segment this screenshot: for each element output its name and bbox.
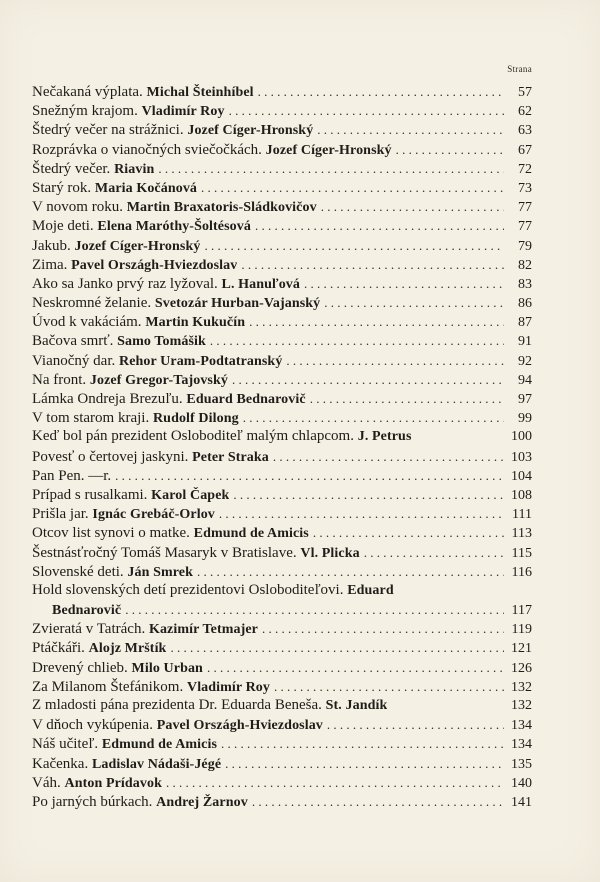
toc-entry-author: Ladislav Nádaši-Jégé	[91, 756, 222, 772]
toc-entry	[32, 120, 532, 139]
toc-entry	[32, 696, 532, 715]
toc-entry-author: St. Jandík	[325, 698, 388, 713]
toc-entry-text	[32, 659, 203, 678]
dot-leader	[215, 504, 504, 523]
toc-entry-page-number: 126	[511, 660, 532, 676]
toc-entry-author: Andrej Žarnov	[156, 794, 248, 810]
toc-entry-title: Šestnásťročný Tomáš Masaryk v Bratislave.	[32, 544, 297, 561]
toc-entry-text	[32, 352, 282, 371]
toc-entry	[32, 504, 532, 523]
toc-entry-text	[32, 217, 251, 236]
toc-entry	[32, 312, 532, 331]
toc-entry-page-number: 119	[511, 622, 532, 638]
dot-leader	[162, 773, 504, 792]
toc-entry	[32, 351, 532, 370]
toc-entry-author: Riavin	[114, 161, 155, 177]
dot-leader	[392, 140, 504, 159]
toc-entry-page-number: 100	[511, 429, 532, 445]
toc-entry-page-number: 79	[518, 238, 532, 254]
toc-entry-page-number: 117	[511, 603, 532, 619]
toc-entry-author: Jozef Gregor-Tajovský	[89, 372, 228, 388]
toc-entry-text	[32, 237, 200, 256]
toc-entry-page-number: 94	[518, 372, 532, 388]
toc-entry-text	[32, 256, 237, 275]
toc-entry-page-number: 72	[518, 161, 532, 177]
toc-entry-title: Drevený chlieb.	[32, 659, 128, 676]
toc-entry-title: Kačenka.	[32, 755, 89, 772]
toc-entry-page-number: 73	[518, 180, 532, 196]
toc-entry-page-number: 92	[518, 353, 532, 369]
toc-entry-text	[32, 179, 197, 198]
toc-entry-title: Rozprávka o vianočných sviečočkách.	[32, 141, 262, 158]
dot-leader	[270, 677, 504, 696]
dot-leader	[282, 351, 504, 370]
toc-entry-title: Z mladosti pána prezidenta Dr. Eduarda Beneša.	[32, 697, 322, 713]
toc-entry	[32, 638, 532, 657]
toc-entry-text	[32, 313, 245, 332]
dot-leader	[154, 159, 504, 178]
toc-entry-page-number: 82	[518, 257, 532, 273]
toc-entry-author: Michal Šteinhíbel	[146, 85, 254, 100]
toc-entry-title: Prípad s rusalkami.	[32, 486, 148, 503]
toc-entry	[32, 658, 532, 677]
dot-leader	[317, 197, 504, 216]
toc-entry-author: Vladimír Roy	[186, 679, 270, 695]
toc-entry	[32, 274, 532, 293]
toc-entry-title: Štedrý večer.	[32, 160, 111, 177]
toc-entry-title: Zima.	[32, 256, 68, 273]
toc-entry-text	[32, 505, 215, 524]
toc-entry	[32, 485, 532, 504]
toc-entry-text	[32, 83, 254, 102]
toc-entry-author: Pavel Országh-Hviezdoslav	[156, 718, 323, 734]
toc-entry-author: Elena Maróthy-Šoltésová	[97, 219, 251, 235]
toc-entry-page-number: 97	[518, 392, 532, 407]
toc-entry-author: Peter Straka	[192, 449, 269, 465]
toc-entry-text	[32, 409, 239, 428]
toc-entry-page-number: 57	[518, 85, 532, 100]
toc-entry	[32, 447, 532, 466]
toc-entry-title: Starý rok.	[32, 179, 92, 196]
toc-entry-text	[32, 601, 121, 620]
toc-entry	[32, 255, 532, 274]
toc-entry-author: Eduard Bednarovič	[186, 392, 306, 407]
toc-entry-author: J. Petrus	[357, 429, 412, 445]
toc-entry-title: Snežným krajom.	[32, 103, 138, 120]
toc-entry-title: Moje deti.	[32, 218, 94, 235]
toc-entry	[32, 82, 532, 101]
toc-entry-page-number: 135	[511, 756, 532, 772]
toc-entry-title: Náš učiteľ.	[32, 736, 99, 753]
toc-entry-page-number: 67	[518, 142, 532, 158]
toc-entry-title: Lámka Ondreja Brezuľu.	[32, 391, 183, 407]
dot-leader	[229, 485, 504, 504]
dot-leader	[323, 715, 504, 734]
toc-entry-title: V tom starom kraji.	[32, 410, 150, 427]
toc-entry-text	[32, 102, 225, 121]
page-column-label: Strana	[507, 64, 532, 74]
dot-leader	[217, 734, 504, 753]
dot-leader	[248, 792, 504, 811]
toc-entry-title: Neskromné želanie.	[32, 295, 152, 312]
toc-entry-author: Ignác Grebáč-Orlov	[92, 507, 215, 523]
toc-entry-title: Úvod k vakáciám.	[32, 314, 142, 331]
toc-entry-page-number: 132	[511, 698, 532, 713]
toc-entry	[32, 523, 532, 542]
toc-entry-title: Ako sa Janko prvý raz lyžoval.	[32, 275, 218, 292]
toc-entry-page-number: 62	[518, 104, 532, 120]
toc-entry	[32, 715, 532, 734]
toc-entry-author: Anton Prídavok	[64, 775, 162, 791]
toc-entry-text	[32, 755, 221, 774]
toc-entry-text	[32, 716, 323, 735]
toc-entry	[32, 178, 532, 197]
toc-entry-text	[32, 524, 309, 543]
toc-entry	[32, 389, 532, 408]
toc-entry-author: Martin Braxatoris-Sládkovičov	[126, 200, 317, 216]
toc-entry-text	[32, 486, 229, 505]
toc-entry-author: Martin Kukučín	[145, 315, 246, 331]
toc-entry	[32, 408, 532, 427]
toc-entry-author: Edmund de Amicis	[101, 737, 218, 753]
toc-entry-page-number: 113	[511, 526, 532, 542]
toc-entry-author: Alojz Mrštík	[88, 641, 167, 657]
toc-entry	[32, 101, 532, 120]
toc-entry-author: Rehor Uram-Podtatranský	[119, 353, 283, 369]
toc-entry-author: Jozef Cíger-Hronský	[187, 123, 314, 139]
toc-entry-text	[32, 448, 269, 467]
dot-leader	[313, 120, 504, 139]
toc-entry	[32, 581, 532, 600]
toc-entry-page-number: 77	[518, 219, 532, 235]
dot-leader	[193, 562, 504, 581]
toc-entry-author: Jozef Cíger-Hronský	[265, 142, 392, 158]
dot-leader	[228, 370, 504, 389]
dot-leader	[309, 523, 504, 542]
toc-entry-title: Štedrý večer na strážnici.	[32, 122, 184, 139]
dot-leader	[111, 466, 504, 485]
toc-entry	[32, 677, 532, 696]
toc-entry-title: Zvieratá v Tatrách.	[32, 621, 146, 638]
toc-entry-author: Rudolf Dilong	[152, 411, 239, 427]
dot-leader	[206, 331, 504, 350]
toc-entry-text	[32, 467, 111, 486]
toc-entry-page-number: 116	[511, 564, 532, 580]
toc-entry-author: Bednarovič	[52, 603, 122, 619]
toc-entry-author: Maria Kočánová	[94, 180, 198, 196]
toc-entry-title: Nečakaná výplata.	[32, 84, 143, 100]
toc-entry-text	[32, 793, 248, 812]
toc-entry-text	[32, 544, 360, 563]
dot-leader	[166, 638, 504, 657]
toc-entry-author: Pavel Országh-Hviezdoslav	[71, 257, 238, 273]
toc-entry-title: Ptáčkáři.	[32, 640, 85, 657]
dot-leader	[269, 447, 504, 466]
toc-entry-page-number: 99	[518, 411, 532, 427]
toc-entry-title: Za Milanom Štefánikom.	[32, 678, 184, 695]
toc-entry-author: Milo Urban	[131, 660, 203, 676]
toc-entry	[32, 370, 532, 389]
toc-entry-title: Na front.	[32, 371, 87, 388]
dot-leader	[251, 216, 504, 235]
toc-entry-page-number: 141	[511, 794, 532, 810]
toc-entry-text	[32, 160, 154, 179]
toc-entry	[32, 331, 532, 350]
toc-entry	[32, 427, 532, 446]
dot-leader	[200, 236, 504, 255]
dot-leader	[300, 274, 504, 293]
toc-entry-page-number: 83	[518, 276, 532, 292]
dot-leader	[221, 754, 504, 773]
toc-entry-page-number: 111	[512, 507, 532, 523]
dot-leader	[203, 658, 504, 677]
toc-entry-text	[32, 198, 317, 217]
toc-entry-page-number: 140	[511, 775, 532, 791]
toc-entry	[32, 216, 532, 235]
dot-leader	[245, 312, 504, 331]
dot-leader	[225, 101, 504, 120]
toc-entry-page-number: 86	[518, 296, 532, 312]
toc-entry-title: Po jarných búrkach.	[32, 793, 153, 810]
toc-entry-author: Karol Čapek	[151, 487, 230, 503]
toc-entry-text	[32, 581, 394, 600]
toc-entry-page-number: 63	[518, 123, 532, 139]
toc-entry-page-number: 91	[518, 334, 532, 350]
toc-entry-title: Vianočný dar.	[32, 352, 116, 369]
toc-entry-title: V novom roku.	[32, 199, 123, 216]
toc-entry-title: V dňoch vykúpenia.	[32, 717, 153, 734]
toc-entry-author: L. Hanuľová	[221, 276, 300, 292]
toc-entry	[32, 619, 532, 638]
toc-entry-page-number: 134	[511, 737, 532, 753]
toc-entry-author: Kazimír Tetmajer	[148, 622, 258, 638]
dot-leader	[306, 389, 504, 408]
toc-entry-title: Bačova smrť.	[32, 333, 114, 350]
toc-entry-author: Eduard	[347, 582, 394, 598]
toc-entry-text	[32, 696, 387, 715]
toc-entry-text	[32, 427, 412, 446]
toc-entry-text	[32, 678, 270, 697]
toc-entry	[32, 197, 532, 216]
dot-leader	[239, 408, 504, 427]
toc-entry-author: Samo Tomášik	[117, 334, 206, 350]
toc-entry-title: Jakub.	[32, 237, 71, 254]
toc-entry-text	[32, 332, 206, 351]
toc-entry-page-number: 104	[511, 468, 532, 484]
toc-entry-title: Slovenské deti.	[32, 563, 124, 580]
toc-entry	[32, 600, 532, 619]
toc-entry-author: Jozef Cíger-Hronský	[74, 238, 201, 254]
toc-entry-text	[32, 774, 162, 793]
toc-entry	[32, 236, 532, 255]
toc-entry	[32, 140, 532, 159]
dot-leader	[254, 82, 504, 101]
toc-entry-author: Ján Smrek	[127, 564, 194, 580]
toc-entry-title: Otcov list synovi o matke.	[32, 525, 190, 542]
toc-entry	[32, 754, 532, 773]
toc-entry-title: Povesť o čertovej jaskyni.	[32, 448, 189, 465]
toc-entry-text	[32, 563, 193, 582]
toc-entry-page-number: 103	[511, 449, 532, 465]
toc-entry-author: Vladimír Roy	[141, 104, 225, 120]
toc-entry-page-number: 132	[511, 679, 532, 695]
dot-leader	[258, 619, 504, 638]
toc-entry-title: Prišla jar.	[32, 506, 89, 523]
toc-entry	[32, 466, 532, 485]
toc-entry-title: Váh.	[32, 774, 61, 791]
toc-entry	[32, 792, 532, 811]
toc-entry-text	[32, 371, 228, 390]
toc-entry-page-number: 121	[511, 641, 532, 657]
toc-entry-text	[32, 639, 166, 658]
table-of-contents	[32, 82, 532, 811]
toc-entry	[32, 562, 532, 581]
dot-leader	[197, 178, 504, 197]
dot-leader	[320, 293, 504, 312]
toc-entry	[32, 734, 532, 753]
toc-entry-title: Hold slovenských detí prezidentovi Osloboditeľovi.	[32, 581, 344, 598]
dot-leader	[237, 255, 504, 274]
toc-entry-page-number: 108	[511, 487, 532, 503]
dot-leader	[360, 543, 504, 562]
toc-entry	[32, 543, 532, 562]
toc-entry-text	[32, 121, 313, 140]
toc-entry-title: Pan Pen. —r.	[32, 467, 112, 484]
toc-entry-text	[32, 141, 392, 160]
toc-entry	[32, 159, 532, 178]
toc-entry-page-number: 77	[518, 200, 532, 216]
toc-entry-page-number: 87	[518, 315, 532, 331]
toc-entry-text	[32, 390, 306, 409]
toc-entry	[32, 293, 532, 312]
toc-entry-text	[32, 735, 217, 754]
toc-entry-text	[32, 275, 300, 294]
toc-entry-title: Keď bol pán prezident Osloboditeľ malým chlapcom.	[32, 428, 354, 445]
toc-entry-page-number: 134	[511, 718, 532, 734]
toc-entry-author: Edmund de Amicis	[193, 526, 309, 542]
toc-entry	[32, 773, 532, 792]
toc-entry-text	[32, 294, 320, 313]
toc-entry-author: Svetozár Hurban-Vajanský	[154, 296, 321, 312]
dot-leader	[121, 600, 504, 619]
toc-entry-page-number: 115	[511, 545, 532, 561]
toc-entry-text	[32, 620, 258, 639]
toc-entry-author: Vl. Plicka	[300, 545, 360, 561]
